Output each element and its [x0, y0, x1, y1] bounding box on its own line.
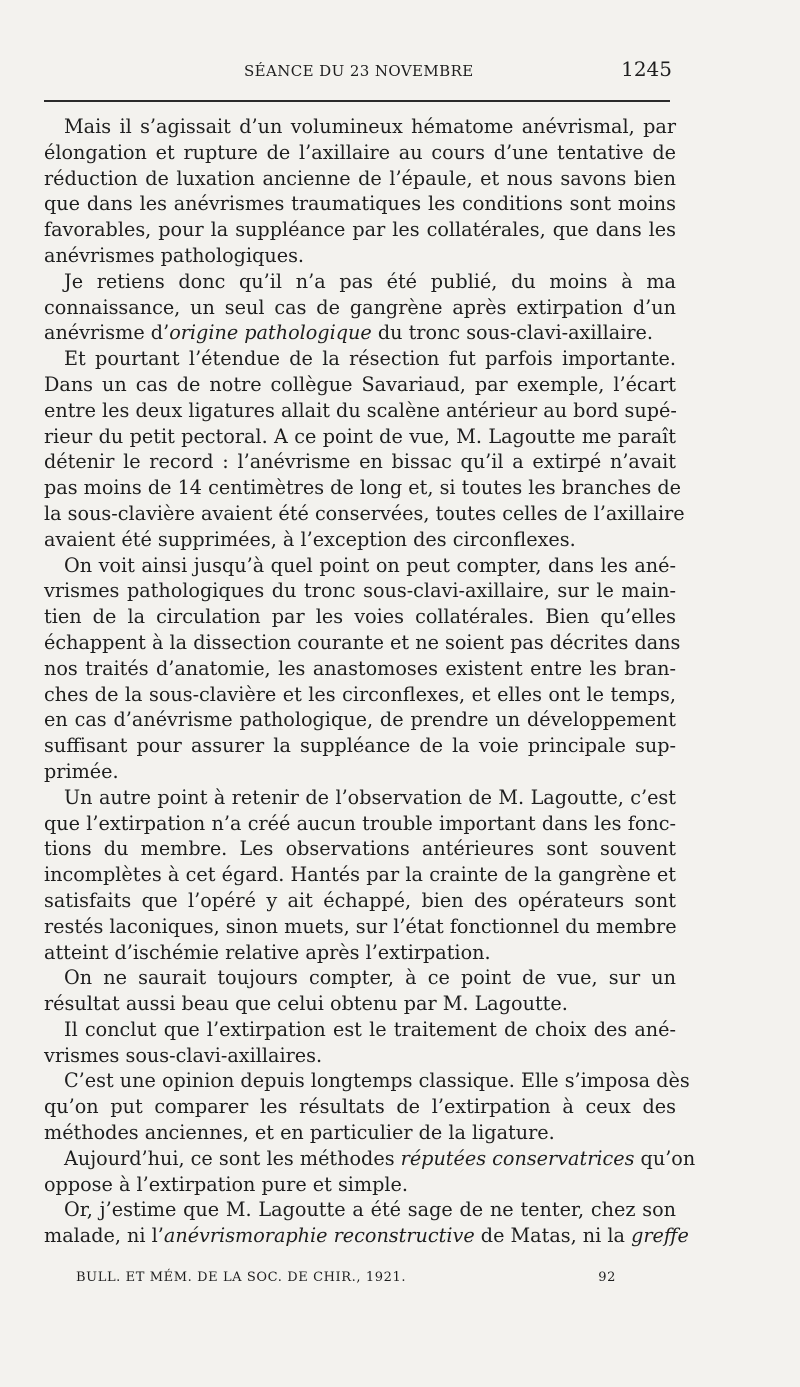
text-line-with-italic [44, 320, 676, 346]
text-line-with-italic [44, 1223, 689, 1249]
text-line: tien de la circulation par les voies collatérales. Bien qu’elles [44, 605, 676, 629]
text-line: Et pourtant l’étendue de la résection fut parfois importante. [64, 347, 676, 371]
text-line: élongation et rupture de l’axillaire au cours d’une tentative de [44, 140, 676, 164]
text-line: vrismes sous-clavi-axillaires. [44, 1043, 323, 1067]
text-line: oppose à l’extirpation pure et simple. [44, 1172, 409, 1196]
running-header [44, 56, 672, 86]
text-line: entre les deux ligatures allait du scalène antérieur au bord supé- [44, 398, 677, 422]
text-line: réduction de luxation ancienne de l’épaule, et nous savons bien [44, 166, 676, 190]
bulletin-reference: BULL. ET MÉM. DE LA SOC. DE CHIR., 1921. [76, 1270, 407, 1285]
text-fragment: malade, ni l’ [44, 1224, 164, 1248]
text-line: que l’extirpation n’a créé aucun trouble important dans les fonc- [44, 811, 676, 835]
text-line: favorables, pour la suppléance par les collatérales, que dans les [44, 218, 676, 242]
text-line: Je retiens donc qu’il n’a pas été publié, du moins à ma [64, 269, 676, 293]
text-line: que dans les anévrismes traumatiques les conditions sont moins [44, 192, 676, 216]
text-line: méthodes anciennes, et en particulier de la ligature. [44, 1121, 555, 1145]
text-line: échappent à la dissection courante et ne soient pas décrites dans [44, 630, 681, 654]
text-line: On voit ainsi jusqu’à quel point on peut compter, dans les ané- [64, 553, 676, 577]
body-text [44, 114, 696, 1249]
header-rule [44, 100, 670, 102]
text-line: ches de la sous-clavière et les circonflexes, et elles ont le temps, [44, 682, 676, 706]
text-line: pas moins de 14 centimètres de long et, si toutes les branches de [44, 476, 682, 500]
text-line: qu’on put comparer les résultats de l’extirpation à ceux des [44, 1095, 676, 1119]
text-line: Il conclut que l’extirpation est le traitement de choix des ané- [64, 1017, 676, 1041]
text-line: satisfaits que l’opéré y ait échappé, bien des opérateurs sont [44, 888, 676, 912]
text-line: rieur du petit pectoral. A ce point de vue, M. Lagoutte me paraît [44, 424, 676, 448]
text-line: résultat aussi beau que celui obtenu par M. Lagoutte. [44, 992, 568, 1016]
italic-phrase: anévrismoraphie reconstructive [163, 1224, 475, 1248]
text-line: anévrismes pathologiques. [44, 243, 305, 267]
text-line: connaissance, un seul cas de gangrène après extirpation d’un [44, 295, 676, 319]
text-line: détenir le record : l’anévrisme en bissac qu’il a extirpé n’avait [44, 450, 676, 474]
text-fragment: de Matas, ni la [474, 1224, 632, 1248]
text-line: suffisant pour assurer la suppléance de la voie principale sup- [44, 734, 676, 758]
text-line: restés laconiques, sinon muets, sur l’état fonctionnel du membre [44, 914, 677, 938]
italic-phrase: origine pathologique [169, 321, 372, 345]
text-line: Dans un cas de notre collègue Savariaud, par exemple, l’écart [44, 372, 676, 396]
text-line: On ne saurait toujours compter, à ce point de vue, sur un [64, 966, 676, 990]
text-line: vrismes pathologiques du tronc sous-clavi-axillaire, sur le main- [44, 579, 676, 603]
text-fragment: Aujourd’hui, ce sont les méthodes [64, 1146, 401, 1170]
signature-number: 92 [598, 1270, 616, 1285]
text-line: en cas d’anévrisme pathologique, de prendre un développement [44, 708, 676, 732]
text-line: Un autre point à retenir de l’observation de M. Lagoutte, c’est [64, 785, 676, 809]
italic-phrase: greffe [631, 1224, 689, 1248]
page-number: 1245 [621, 57, 672, 81]
italic-phrase: réputées conservatrices [400, 1146, 635, 1170]
text-line: atteint d’ischémie relative après l’extirpation. [44, 940, 491, 964]
text-line: nos traités d’anatomie, les anastomoses existent entre les bran- [44, 656, 676, 680]
text-line: Mais il s’agissait d’un volumineux hématome anévrismal, par [64, 115, 676, 138]
text-line: incomplètes à cet égard. Hantés par la crainte de la gangrène et [44, 863, 676, 887]
text-line: tions du membre. Les observations antérieures sont souvent [44, 837, 676, 861]
text-line: C’est une opinion depuis longtemps classique. Elle s’imposa dès [64, 1069, 690, 1093]
header-title: SÉANCE DU 23 NOVEMBRE [244, 62, 474, 80]
text-fragment: anévrisme d’ [44, 321, 170, 345]
text-fragment: qu’on [634, 1146, 696, 1170]
text-line: primée. [44, 759, 119, 783]
text-line: avaient été supprimées, à l’exception des circonflexes. [44, 527, 576, 551]
text-line: Or, j’estime que M. Lagoutte a été sage de ne tenter, chez son [64, 1198, 676, 1222]
text-fragment: du tronc sous-clavi-axillaire. [371, 321, 653, 345]
text-line: la sous-clavière avaient été conservées, toutes celles de l’axillaire [44, 501, 685, 525]
page-footer [76, 1270, 616, 1294]
text-line-with-italic [44, 1146, 696, 1172]
